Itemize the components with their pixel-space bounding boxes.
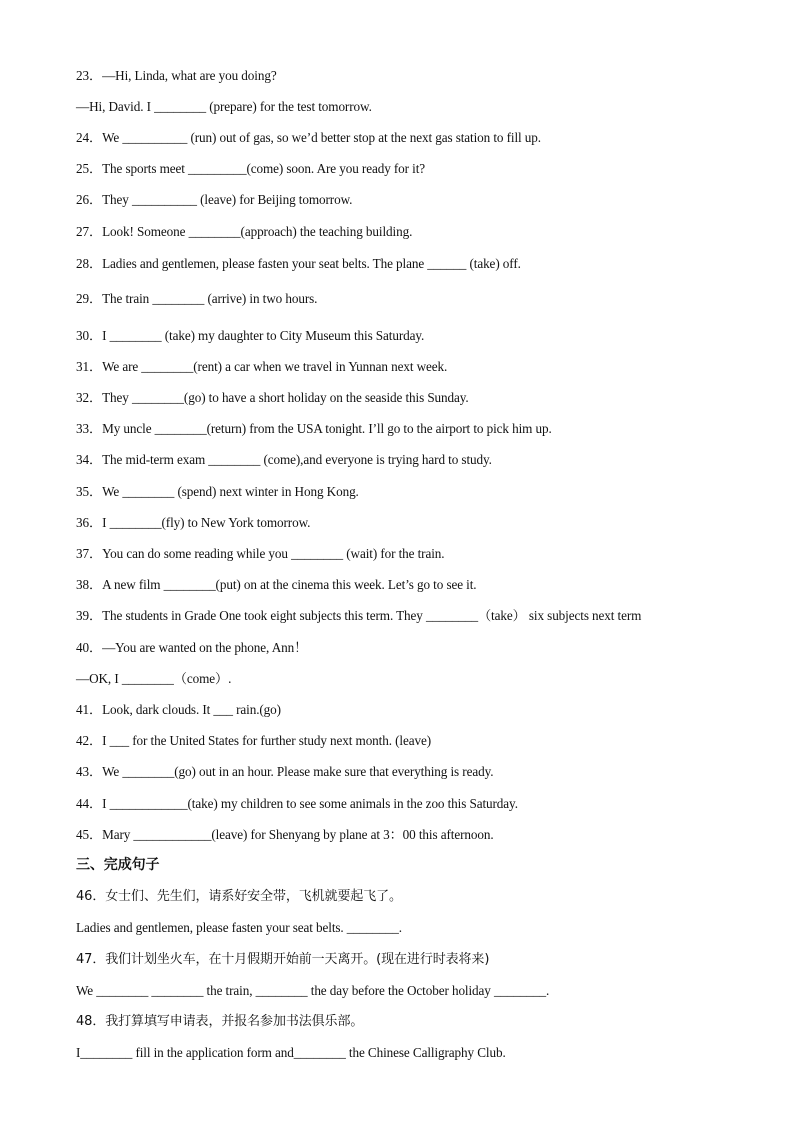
question-24: 24．We __________ (run) out of gas, so we’d better stop at the next gas station to fill up. <box>76 130 541 145</box>
question-39: 39．The students in Grade One took eight subjects this term. They ________（take） six subjects next term <box>76 608 642 623</box>
section-heading: 三、完成句子 <box>76 857 160 873</box>
question-40: 40．—You are wanted on the phone, Ann！ <box>76 640 308 655</box>
question-35: 35．We ________ (spend) next winter in Hong Kong. <box>76 484 359 499</box>
question-46: 46．女士们、先生们，请系好安全带，飞机就要起飞了。 <box>76 889 402 904</box>
question-37: 37．You can do some reading while you ________ (wait) for the train. <box>76 546 445 561</box>
question-30: 30．I ________ (take) my daughter to City Museum this Saturday. <box>76 328 425 343</box>
question-44: 44．I ____________(take) my children to see some animals in the zoo this Saturday. <box>76 796 518 811</box>
question-42: 42．I ___ for the United States for further study next month. (leave) <box>76 733 432 748</box>
question-23: 23．—Hi, Linda, what are you doing? <box>76 68 277 83</box>
question-27: 27．Look! Someone ________(approach) the teaching building. <box>76 224 413 239</box>
question-38: 38．A new film ________(put) on at the cinema this week. Let’s go to see it. <box>76 577 477 592</box>
question-48: 48．我打算填写申请表，并报名参加书法俱乐部。 <box>76 1014 364 1029</box>
question-47-english: We ________ ________ the train, ________ the day before the October holiday ________. <box>76 983 550 998</box>
question-23-reply: —Hi, David. I ________ (prepare) for the test tomorrow. <box>76 99 372 114</box>
question-33: 33．My uncle ________(return) from the USA tonight. I’ll go to the airport to pick him up. <box>76 421 552 436</box>
question-40-reply: —OK, I ________（come）. <box>76 671 232 686</box>
question-26: 26．They __________ (leave) for Beijing tomorrow. <box>76 192 353 207</box>
question-31: 31．We are ________(rent) a car when we travel in Yunnan next week. <box>76 359 448 374</box>
question-41: 41．Look, dark clouds. It ___ rain.(go) <box>76 702 281 717</box>
question-34: 34．The mid-term exam ________ (come),and everyone is trying hard to study. <box>76 452 492 467</box>
question-45: 45．Mary ____________(leave) for Shenyang by plane at 3：00 this afternoon. <box>76 827 494 842</box>
question-48-english: I________ fill in the application form and________ the Chinese Calligraphy Club. <box>76 1045 506 1060</box>
question-46-english: Ladies and gentlemen, please fasten your seat belts. ________. <box>76 920 402 935</box>
question-28: 28．Ladies and gentlemen, please fasten your seat belts. The plane ______ (take) off. <box>76 256 521 271</box>
question-36: 36．I ________(fly) to New York tomorrow. <box>76 515 311 530</box>
question-25: 25．The sports meet _________(come) soon. Are you ready for it? <box>76 161 426 176</box>
question-29: 29．The train ________ (arrive) in two hours. <box>76 291 318 306</box>
question-43: 43．We ________(go) out in an hour. Please make sure that everything is ready. <box>76 764 494 779</box>
question-47: 47．我们计划坐火车，在十月假期开始前一天离开。(现在进行时表将来) <box>76 952 490 967</box>
question-32: 32．They ________(go) to have a short holiday on the seaside this Sunday. <box>76 390 469 405</box>
